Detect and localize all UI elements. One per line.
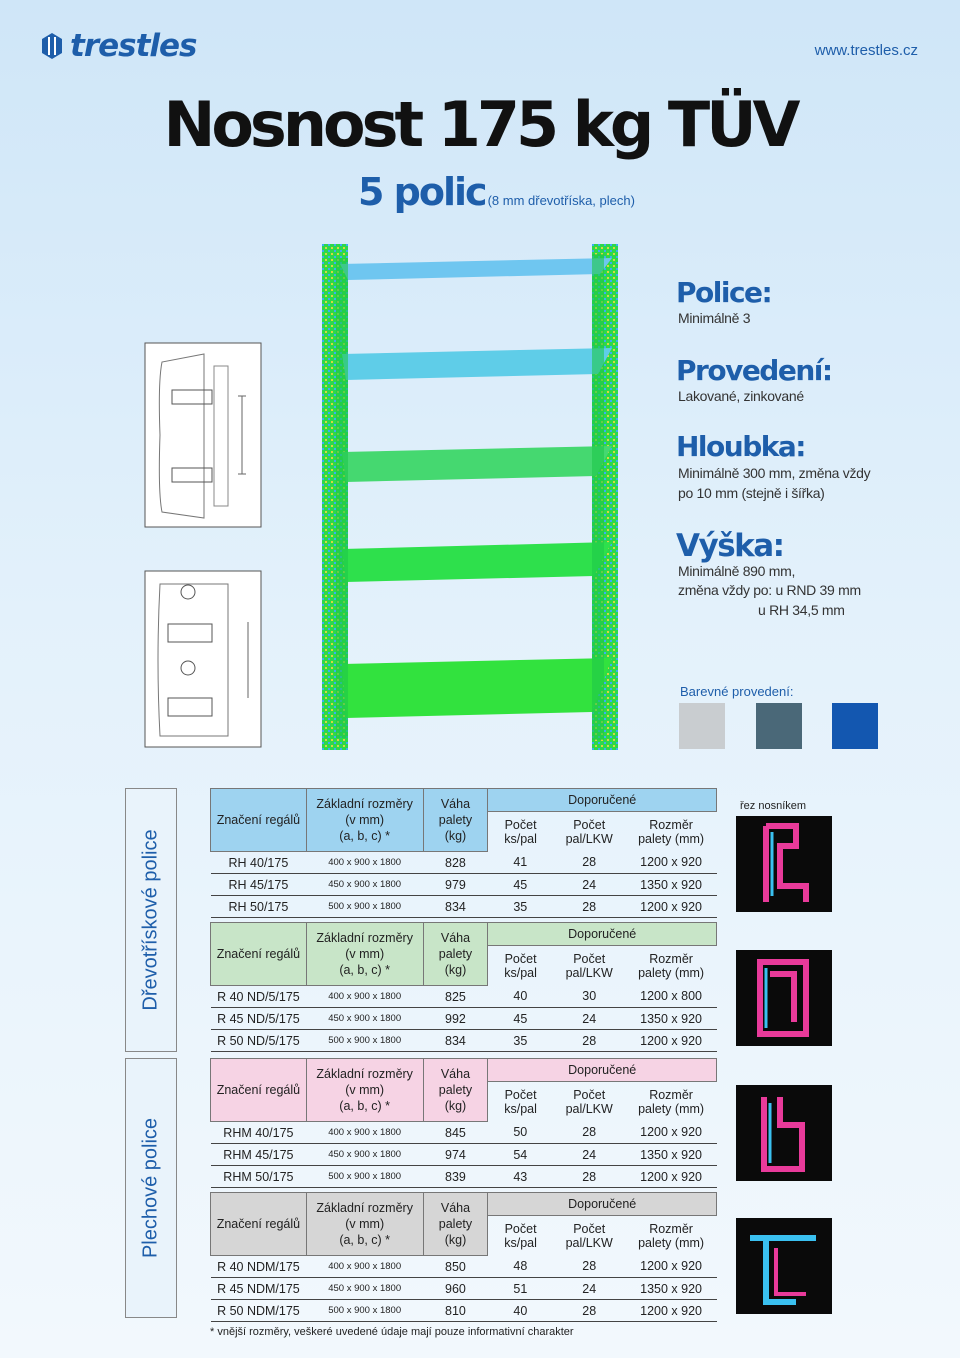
product-table-1 <box>210 788 717 918</box>
header-weight <box>423 923 488 986</box>
cell-lkw: 28 <box>553 1300 626 1322</box>
header-size-line: palety (mm) <box>638 1235 705 1250</box>
cell-lkw: 24 <box>553 1278 626 1300</box>
section-label-metal <box>125 1058 177 1318</box>
header-pal_lkw-line: Počet <box>573 951 606 966</box>
header-name <box>211 1059 307 1122</box>
cell-dims: 400 x 900 x 1800 <box>306 1122 423 1144</box>
product-table-2 <box>210 922 717 1052</box>
header-recommended <box>488 1059 717 1082</box>
table-row <box>211 1166 717 1188</box>
table-row <box>211 1278 717 1300</box>
header-size-line: Rozměr <box>649 951 693 966</box>
header-weight-line: Váha <box>440 1067 471 1081</box>
header-size <box>626 946 717 986</box>
upright-detail-drawing-1 <box>144 342 262 528</box>
cell-weight: 810 <box>423 1300 488 1322</box>
header-name <box>211 789 307 852</box>
cell-weight: 828 <box>423 852 488 874</box>
header-ks_pal <box>488 812 553 852</box>
color-swatch-dark-grey[interactable] <box>756 703 802 749</box>
header-weight <box>423 1193 488 1256</box>
cell-weight: 825 <box>423 986 488 1008</box>
table-row <box>211 852 717 874</box>
cell-weight: 974 <box>423 1144 488 1166</box>
cell-dims: 450 x 900 x 1800 <box>306 874 423 896</box>
subtitle-note: (8 mm dřevotříska, plech) <box>487 193 635 208</box>
table-row <box>211 1144 717 1166</box>
table-row <box>211 1300 717 1322</box>
header-dims-line: (a, b, c) * <box>339 1233 391 1247</box>
spec-hloubka-heading: Hloubka: <box>676 430 805 463</box>
cell-dims: 400 x 900 x 1800 <box>306 986 423 1008</box>
cell-weight: 992 <box>423 1008 488 1030</box>
cell-size: 1350 x 920 <box>626 1278 717 1300</box>
header-dims-line: (a, b, c) * <box>339 829 391 843</box>
page-subtitle <box>358 170 635 214</box>
cell-name: R 40 NDM/175 <box>211 1256 307 1278</box>
cell-name: RHM 40/175 <box>211 1122 307 1144</box>
header-name-text: Značení regálů <box>216 1083 301 1097</box>
cell-size: 1200 x 920 <box>626 1030 717 1052</box>
header-pal_lkw <box>553 812 626 852</box>
header-ks_pal-line: ks/pal <box>504 831 537 846</box>
header-ks_pal-line: ks/pal <box>504 965 537 980</box>
cell-size: 1200 x 920 <box>626 1122 717 1144</box>
spec-police-line-1: Minimálně 3 <box>678 310 751 326</box>
header-size <box>626 1216 717 1256</box>
brand-logo[interactable] <box>40 28 197 64</box>
header-ks_pal-line: ks/pal <box>504 1101 537 1116</box>
header-size <box>626 812 717 852</box>
header-name-text: Značení regálů <box>216 1217 301 1231</box>
header-pal_lkw <box>553 946 626 986</box>
subtitle-main: 5 polic <box>358 170 486 214</box>
spec-vyska-line-3: u RH 34,5 mm <box>758 602 845 618</box>
color-options-label: Barevné provedení: <box>680 684 794 699</box>
header-weight-line: (kg) <box>444 829 467 843</box>
header-weight-line: Váha <box>440 931 471 945</box>
header-dims-line: Základní rozměry <box>316 931 413 945</box>
cell-size: 1350 x 920 <box>626 874 717 896</box>
cell-lkw: 28 <box>553 896 626 918</box>
cell-weight: 839 <box>423 1166 488 1188</box>
header-pal_lkw <box>553 1216 626 1256</box>
header-recommended <box>488 1193 717 1216</box>
logo-mark-icon <box>40 31 64 61</box>
header-recommended-text: Doporučené <box>568 1197 637 1211</box>
cell-weight: 845 <box>423 1122 488 1144</box>
spec-hloubka-line-1: Minimálně 300 mm, změna vždy <box>678 465 871 481</box>
table-row <box>211 1256 717 1278</box>
shelving-unit-illustration <box>322 244 618 750</box>
header-pal_lkw-line: Počet <box>573 1087 606 1102</box>
header-dims-line: Základní rozměry <box>316 797 413 811</box>
spec-provedeni-heading: Provedení: <box>676 354 832 387</box>
cell-name: R 50 ND/5/175 <box>211 1030 307 1052</box>
cell-ks: 41 <box>488 852 553 874</box>
header-pal_lkw-line: Počet <box>573 1221 606 1236</box>
spec-vyska-heading: Výška: <box>676 528 784 564</box>
cell-dims: 450 x 900 x 1800 <box>306 1278 423 1300</box>
header-size-line: Rozměr <box>649 1087 693 1102</box>
header-ks_pal <box>488 946 553 986</box>
header-size-line: palety (mm) <box>638 831 705 846</box>
section-label-wood <box>125 788 177 1052</box>
header-weight-line: palety <box>438 947 473 961</box>
header-name-text: Značení regálů <box>216 947 301 961</box>
table-row <box>211 1030 717 1052</box>
cross-section-image-3 <box>736 1085 832 1181</box>
header-dims-line: Základní rozměry <box>316 1067 413 1081</box>
section-label-wood-text: Dřevotřískové police <box>139 829 162 1011</box>
header-weight-line: palety <box>438 1083 473 1097</box>
header-recommended-text: Doporučené <box>568 927 637 941</box>
spec-provedeni-line-1: Lakované, zinkované <box>678 388 804 404</box>
header-name <box>211 923 307 986</box>
spec-hloubka-line-2: po 10 mm (stejně i šířka) <box>678 485 825 501</box>
header-ks_pal <box>488 1216 553 1256</box>
cell-ks: 40 <box>488 986 553 1008</box>
header-pal_lkw <box>553 1082 626 1122</box>
header-pal_lkw-line: pal/LKW <box>565 1101 613 1116</box>
header-pal_lkw-line: pal/LKW <box>565 1235 613 1250</box>
header-size <box>626 1082 717 1122</box>
color-swatch-light-grey[interactable] <box>679 703 725 749</box>
cell-lkw: 28 <box>553 852 626 874</box>
cross-section-image-2 <box>736 950 832 1046</box>
cell-lkw: 30 <box>553 986 626 1008</box>
cell-ks: 45 <box>488 874 553 896</box>
cell-name: R 40 ND/5/175 <box>211 986 307 1008</box>
table-row <box>211 986 717 1008</box>
spec-police-heading: Police: <box>676 276 772 309</box>
header-weight-line: Váha <box>440 797 471 811</box>
cell-size: 1200 x 800 <box>626 986 717 1008</box>
cell-dims: 500 x 900 x 1800 <box>306 1300 423 1322</box>
cell-lkw: 24 <box>553 1144 626 1166</box>
header-dims-line: (v mm) <box>345 947 385 961</box>
header-pal_lkw-line: pal/LKW <box>565 965 613 980</box>
header-size-line: Rozměr <box>649 1221 693 1236</box>
cell-ks: 50 <box>488 1122 553 1144</box>
upright-detail-drawing-2 <box>144 570 262 748</box>
cell-weight: 834 <box>423 896 488 918</box>
header-dims-line: (v mm) <box>345 1083 385 1097</box>
header-recommended-text: Doporučené <box>568 1063 637 1077</box>
table-row <box>211 874 717 896</box>
cell-ks: 51 <box>488 1278 553 1300</box>
cell-dims: 400 x 900 x 1800 <box>306 1256 423 1278</box>
cell-size: 1200 x 920 <box>626 896 717 918</box>
cell-dims: 400 x 900 x 1800 <box>306 852 423 874</box>
cross-section-image-4 <box>736 1218 832 1314</box>
section-label-metal-text: Plechové police <box>139 1117 162 1259</box>
header-pal_lkw-line: Počet <box>573 817 606 832</box>
header-dims-line: Základní rozměry <box>316 1201 413 1215</box>
cell-dims: 450 x 900 x 1800 <box>306 1144 423 1166</box>
header-size-line: palety (mm) <box>638 1101 705 1116</box>
header-ks_pal <box>488 1082 553 1122</box>
cell-size: 1200 x 920 <box>626 1300 717 1322</box>
cell-lkw: 28 <box>553 1256 626 1278</box>
cell-weight: 960 <box>423 1278 488 1300</box>
cell-name: R 50 NDM/175 <box>211 1300 307 1322</box>
header-weight-line: palety <box>438 813 473 827</box>
cell-ks: 48 <box>488 1256 553 1278</box>
header-name <box>211 1193 307 1256</box>
cell-ks: 40 <box>488 1300 553 1322</box>
cell-weight: 834 <box>423 1030 488 1052</box>
header-weight <box>423 1059 488 1122</box>
header-pal_lkw-line: pal/LKW <box>565 831 613 846</box>
cell-name: RH 40/175 <box>211 852 307 874</box>
cell-name: R 45 NDM/175 <box>211 1278 307 1300</box>
cell-ks: 43 <box>488 1166 553 1188</box>
cross-section-image-1 <box>736 816 832 912</box>
cell-size: 1200 x 920 <box>626 1166 717 1188</box>
cell-lkw: 28 <box>553 1166 626 1188</box>
cell-ks: 35 <box>488 1030 553 1052</box>
table-row <box>211 1122 717 1144</box>
header-weight <box>423 789 488 852</box>
header-dims <box>306 1059 423 1122</box>
cell-dims: 450 x 900 x 1800 <box>306 1008 423 1030</box>
header-ks_pal-line: Počet <box>504 1221 537 1236</box>
product-table-4 <box>210 1192 717 1322</box>
cell-ks: 35 <box>488 896 553 918</box>
header-recommended <box>488 789 717 812</box>
cell-weight: 850 <box>423 1256 488 1278</box>
website-link[interactable]: www.trestles.cz <box>814 42 918 59</box>
logo-text: trestles <box>70 28 197 64</box>
cell-dims: 500 x 900 x 1800 <box>306 896 423 918</box>
cell-name: RHM 50/175 <box>211 1166 307 1188</box>
cell-size: 1200 x 920 <box>626 852 717 874</box>
header-weight-line: (kg) <box>444 963 467 977</box>
product-table-3 <box>210 1058 717 1188</box>
cell-name: RH 45/175 <box>211 874 307 896</box>
spec-vyska-line-2: změna vždy po: u RND 39 mm <box>678 582 861 598</box>
header-recommended <box>488 923 717 946</box>
cell-lkw: 28 <box>553 1030 626 1052</box>
cell-size: 1350 x 920 <box>626 1144 717 1166</box>
cell-size: 1350 x 920 <box>626 1008 717 1030</box>
color-swatch-blue[interactable] <box>832 703 878 749</box>
header-ks_pal-line: Počet <box>504 951 537 966</box>
cell-dims: 500 x 900 x 1800 <box>306 1166 423 1188</box>
header-ks_pal-line: ks/pal <box>504 1235 537 1250</box>
spec-vyska-line-1: Minimálně 890 mm, <box>678 563 796 579</box>
header-dims-line: (v mm) <box>345 1217 385 1231</box>
footnote: * vnější rozměry, veškeré uvedené údaje mají pouze informativní charakter <box>210 1326 574 1338</box>
header-weight-line: (kg) <box>444 1099 467 1113</box>
header-dims-line: (a, b, c) * <box>339 1099 391 1113</box>
cell-size: 1200 x 920 <box>626 1256 717 1278</box>
header-dims <box>306 1193 423 1256</box>
cell-name: RH 50/175 <box>211 896 307 918</box>
table-row <box>211 1008 717 1030</box>
header-ks_pal-line: Počet <box>504 1087 537 1102</box>
cell-weight: 979 <box>423 874 488 896</box>
table-row <box>211 896 717 918</box>
header-weight-line: palety <box>438 1217 473 1231</box>
cell-lkw: 28 <box>553 1122 626 1144</box>
header-dims <box>306 789 423 852</box>
cell-dims: 500 x 900 x 1800 <box>306 1030 423 1052</box>
cell-lkw: 24 <box>553 874 626 896</box>
cross-section-label: řez nosníkem <box>740 800 807 812</box>
header-name-text: Značení regálů <box>216 813 301 827</box>
cell-name: RHM 45/175 <box>211 1144 307 1166</box>
cell-ks: 45 <box>488 1008 553 1030</box>
header-recommended-text: Doporučené <box>568 793 637 807</box>
header-ks_pal-line: Počet <box>504 817 537 832</box>
header-weight-line: (kg) <box>444 1233 467 1247</box>
cell-ks: 54 <box>488 1144 553 1166</box>
cell-name: R 45 ND/5/175 <box>211 1008 307 1030</box>
header-weight-line: Váha <box>440 1201 471 1215</box>
page-title: Nosnost 175 kg TÜV <box>163 88 797 161</box>
header-size-line: Rozměr <box>649 817 693 832</box>
header-size-line: palety (mm) <box>638 965 705 980</box>
header-dims-line: (v mm) <box>345 813 385 827</box>
cell-lkw: 24 <box>553 1008 626 1030</box>
header-dims <box>306 923 423 986</box>
header-dims-line: (a, b, c) * <box>339 963 391 977</box>
